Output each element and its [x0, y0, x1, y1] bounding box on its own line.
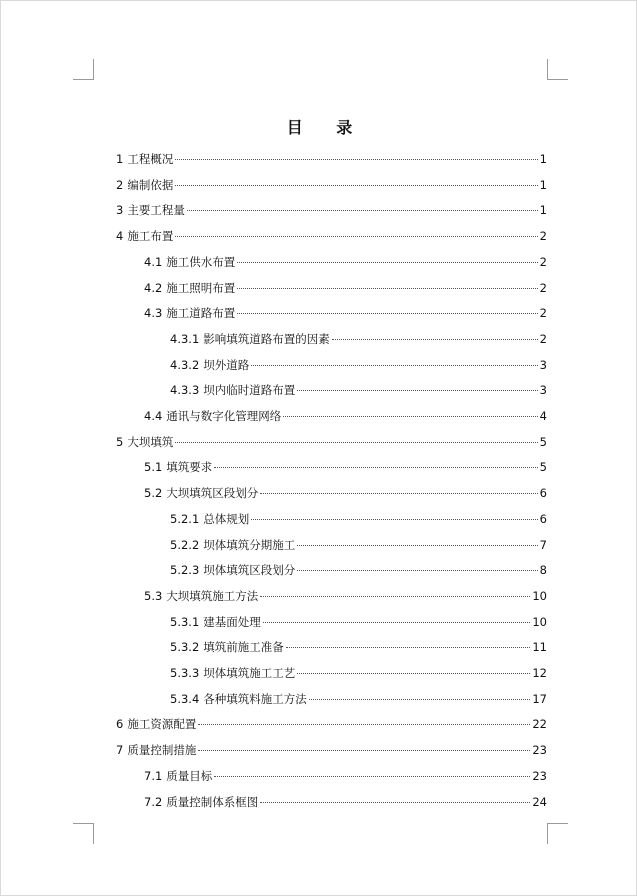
toc-page-number: 24	[532, 794, 547, 809]
toc-entry[interactable]	[116, 716, 547, 732]
toc-page-number: 8	[539, 563, 547, 578]
toc-entry-number: 3	[116, 203, 124, 218]
toc-entry[interactable]	[144, 588, 547, 604]
toc-dot-leader	[175, 159, 537, 160]
toc-entry[interactable]	[170, 614, 547, 630]
toc-page-number: 12	[532, 666, 547, 680]
toc-entry-title: 施工供水布置	[166, 254, 236, 269]
toc-entry[interactable]	[116, 202, 547, 218]
toc-entry-title: 施工资源配置	[127, 717, 197, 732]
toc-entry-number: 4.2	[144, 280, 163, 295]
toc-entry-number: 5.3	[144, 588, 163, 603]
toc-page-number: 10	[532, 588, 547, 603]
toc-entry[interactable]	[170, 691, 547, 707]
table-of-contents	[1, 1, 637, 896]
toc-entry-title: 坝体填筑施工工艺	[203, 666, 296, 680]
toc-page-number: 10	[532, 614, 547, 629]
toc-entry-number: 1	[116, 152, 124, 166]
toc-page-number: 5	[539, 434, 547, 449]
toc-entry[interactable]	[170, 562, 547, 578]
toc-dot-leader	[175, 185, 537, 186]
toc-dot-leader	[198, 724, 530, 725]
toc-page-number: 2	[539, 280, 547, 295]
toc-entry-title: 填筑要求	[166, 460, 213, 475]
toc-entry[interactable]	[144, 280, 547, 296]
toc-entry-number: 7.2	[144, 794, 163, 809]
toc-page-number: 3	[539, 383, 547, 398]
toc-dot-leader	[214, 776, 530, 777]
toc-entry-title: 大坝填筑施工方法	[166, 588, 259, 603]
toc-page-number: 2	[539, 229, 547, 244]
toc-entry-number: 5.2	[144, 486, 163, 501]
toc-dot-leader	[309, 699, 531, 700]
toc-entry-number: 6	[116, 717, 124, 732]
toc-entry-title: 坝体填筑分期施工	[203, 537, 296, 552]
toc-page-number: 4	[539, 409, 547, 423]
toc-page-number: 2	[539, 254, 547, 269]
toc-dot-leader	[175, 442, 537, 443]
toc-entry-title: 施工道路布置	[166, 306, 236, 321]
toc-page-number: 6	[539, 511, 547, 526]
toc-entry[interactable]	[170, 511, 547, 527]
toc-entry-title: 坝内临时道路布置	[203, 383, 296, 398]
toc-entry-number: 2	[116, 177, 124, 192]
toc-entry[interactable]	[116, 434, 547, 450]
toc-dot-leader	[297, 570, 537, 571]
toc-entry[interactable]	[116, 177, 547, 193]
toc-entry-title: 主要工程量	[127, 203, 185, 218]
toc-page-number: 2	[539, 306, 547, 321]
toc-entry-title: 建基面处理	[203, 614, 261, 629]
toc-entry-title: 坝外道路	[203, 357, 250, 372]
toc-entry[interactable]	[116, 228, 547, 244]
toc-dot-leader	[237, 288, 537, 289]
toc-dot-leader	[237, 313, 537, 314]
toc-entry-number: 5.3.4	[170, 691, 200, 706]
toc-entry[interactable]	[144, 254, 547, 270]
toc-entry-number: 4	[116, 229, 124, 244]
toc-dot-leader	[175, 236, 537, 237]
toc-entry[interactable]	[116, 151, 547, 167]
toc-entry[interactable]	[170, 382, 547, 398]
toc-page-number: 23	[532, 743, 547, 758]
toc-entry-title: 坝体填筑区段划分	[203, 563, 296, 578]
toc-entry-title: 大坝填筑	[127, 434, 174, 449]
toc-page-number: 11	[532, 640, 547, 655]
toc-entry-number: 4.3.1	[170, 331, 200, 346]
toc-entry[interactable]	[170, 331, 547, 347]
toc-dot-leader	[187, 210, 538, 211]
toc-dot-leader	[297, 673, 530, 674]
toc-entry-number: 5.3.2	[170, 640, 200, 655]
toc-entry-title: 大坝填筑区段划分	[166, 486, 259, 501]
toc-dot-leader	[260, 802, 530, 803]
toc-entry-title: 填筑前施工准备	[203, 640, 284, 655]
toc-dot-leader	[251, 365, 537, 366]
toc-dot-leader	[214, 467, 537, 468]
toc-entry-title: 施工照明布置	[166, 280, 236, 295]
toc-entry[interactable]	[144, 794, 547, 810]
toc-entry-title: 通讯与数字化管理网络	[166, 409, 282, 423]
toc-page-number: 22	[532, 717, 547, 732]
toc-entry-number: 5	[116, 434, 124, 449]
toc-entry-title: 质量控制体系框图	[166, 794, 259, 809]
toc-entry[interactable]	[170, 639, 547, 655]
toc-dot-leader	[251, 519, 537, 520]
toc-entry[interactable]	[144, 305, 547, 321]
toc-entry-title: 总体规划	[203, 511, 250, 526]
toc-entry-title: 施工布置	[127, 229, 174, 244]
toc-page-number: 3	[539, 357, 547, 372]
toc-entry-number: 5.3.1	[170, 614, 200, 629]
toc-entry-number: 5.2.2	[170, 537, 200, 552]
toc-entry-number: 5.3.3	[170, 666, 200, 680]
toc-page-number: 6	[539, 486, 547, 501]
toc-entry[interactable]	[144, 459, 547, 475]
toc-dot-leader	[237, 262, 537, 263]
toc-page-number: 1	[539, 152, 547, 166]
toc-dot-leader	[297, 390, 537, 391]
toc-title: 目 录	[286, 118, 367, 137]
toc-dot-leader	[286, 647, 531, 648]
toc-entry[interactable]	[170, 537, 547, 553]
toc-page-number: 2	[539, 331, 547, 346]
toc-page-number: 1	[539, 203, 547, 218]
toc-entry-number: 7	[116, 743, 124, 758]
toc-entry-number: 4.3	[144, 306, 163, 321]
toc-entry-number: 5.2.1	[170, 511, 200, 526]
toc-entry-title: 工程概况	[127, 152, 174, 166]
toc-entry[interactable]	[144, 408, 547, 424]
toc-dot-leader	[260, 596, 530, 597]
toc-dot-leader	[198, 750, 530, 751]
toc-entry-number: 7.1	[144, 768, 163, 783]
toc-entry[interactable]	[170, 665, 547, 681]
toc-entry[interactable]	[144, 768, 547, 784]
toc-page-number: 23	[532, 768, 547, 783]
toc-page-number: 1	[539, 177, 547, 192]
toc-page-number: 5	[539, 460, 547, 475]
toc-entry-title: 编制依据	[127, 177, 174, 192]
toc-dot-leader	[297, 545, 537, 546]
toc-dot-leader	[332, 339, 538, 340]
toc-dot-leader	[260, 493, 537, 494]
toc-entry-title: 影响填筑道路布置的因素	[203, 331, 330, 346]
toc-entry-number: 5.1	[144, 460, 163, 475]
toc-page-number: 17	[532, 691, 547, 706]
toc-entry-title: 质量目标	[166, 768, 213, 783]
toc-entry-title: 质量控制措施	[127, 743, 197, 758]
toc-entry[interactable]	[170, 357, 547, 373]
toc-entry-number: 4.3.3	[170, 383, 200, 398]
toc-page-number: 7	[539, 537, 547, 552]
toc-dot-leader	[263, 622, 531, 623]
toc-entry[interactable]	[116, 742, 547, 758]
toc-entry-number: 4.3.2	[170, 357, 200, 372]
toc-entry-number: 4.1	[144, 254, 163, 269]
toc-entry[interactable]	[144, 485, 547, 501]
toc-entry-number: 5.2.3	[170, 563, 200, 578]
toc-entry-title: 各种填筑料施工方法	[203, 691, 307, 706]
toc-entry-number: 4.4	[144, 409, 163, 423]
toc-dot-leader	[283, 416, 537, 417]
